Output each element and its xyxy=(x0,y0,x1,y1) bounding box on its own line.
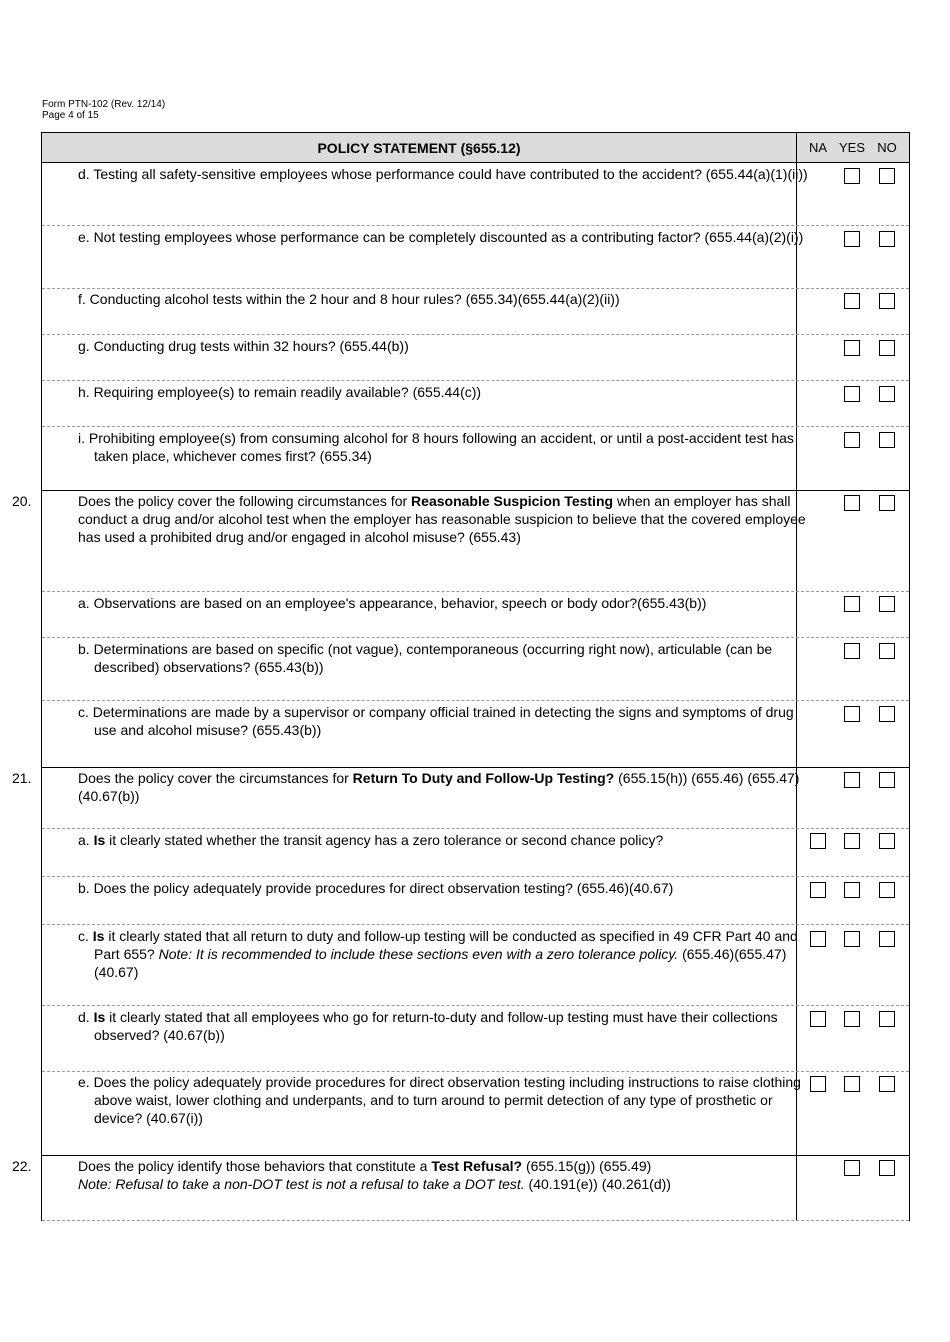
q20-item-b-no-checkbox[interactable] xyxy=(879,643,895,659)
column-no: NO xyxy=(877,140,897,155)
q21-item-a-no-checkbox[interactable] xyxy=(879,833,895,849)
question-22-yes-checkbox[interactable] xyxy=(844,1160,860,1176)
item-i-no-checkbox[interactable] xyxy=(879,432,895,448)
row-divider xyxy=(42,876,909,877)
item-e-text: e. Not testing employees whose performance can be completely discounted as a contributing factor? (655.44(a)(2)(i)) xyxy=(78,229,804,245)
row-divider xyxy=(42,767,909,768)
q21-item-b-text: b. Does the policy adequately provide procedures for direct observation testing? (655.46)(40.67) xyxy=(78,880,674,896)
q21-item-a-text: a. Is it clearly stated whether the transit agency has a zero tolerance or second chance policy? xyxy=(78,832,664,848)
item-d-yes-checkbox[interactable] xyxy=(844,168,860,184)
item-g-no-checkbox[interactable] xyxy=(879,340,895,356)
q21-item-a-na-checkbox[interactable] xyxy=(810,833,826,849)
table-title: POLICY STATEMENT (§655.12) xyxy=(317,140,521,156)
column-na: NA xyxy=(808,140,828,155)
q21-item-b-no-checkbox[interactable] xyxy=(879,882,895,898)
page-number: Page 4 of 15 xyxy=(42,110,99,121)
table-header xyxy=(42,133,909,163)
item-e-yes-checkbox[interactable] xyxy=(844,231,860,247)
question-20-yes-checkbox[interactable] xyxy=(844,495,860,511)
q21-item-c-yes-checkbox[interactable] xyxy=(844,931,860,947)
q20-item-b-yes-checkbox[interactable] xyxy=(844,643,860,659)
item-h-yes-checkbox[interactable] xyxy=(844,386,860,402)
q21-item-e-no-checkbox[interactable] xyxy=(879,1076,895,1092)
row-divider xyxy=(42,1071,909,1072)
row-divider xyxy=(42,288,909,289)
question-21-no-checkbox[interactable] xyxy=(879,772,895,788)
row-divider xyxy=(42,924,909,925)
q21-item-b-na-checkbox[interactable] xyxy=(810,882,826,898)
item-d-text: d. Testing all safety-sensitive employees whose performance could have contributed to the accident? (655.44(a)(1)(ii)) xyxy=(78,166,808,182)
q21-item-c-no-checkbox[interactable] xyxy=(879,931,895,947)
question-20-text: 20. Does the policy cover the following circumstances for Reasonable Suspicion Testing when an employer has shall conduct a drug and/or alcohol test when the employer has reasonable suspicion to believe that the covered employee has used a prohibited drug and/or engaged in alcohol misuse? (655.43) xyxy=(12,493,806,545)
item-h-text: h. Requiring employee(s) to remain readily available? (655.44(c)) xyxy=(78,384,482,400)
row-divider xyxy=(42,700,909,701)
q20-item-c-text: c. Determinations are made by a supervisor or company official trained in detecting the signs and symptoms of drug use and alcohol misuse? (655.43(b)) xyxy=(78,704,794,738)
item-g-yes-checkbox[interactable] xyxy=(844,340,860,356)
q21-item-e-na-checkbox[interactable] xyxy=(810,1076,826,1092)
q21-item-c-text: c. Is it clearly stated that all return to duty and follow-up testing will be conducted as specified in 49 CFR Part 40 and Part 655? Note: It is recommended to include these sections even with a zero tolerance policy. (655.46)(655.47)(40.67) xyxy=(78,928,798,980)
item-h-no-checkbox[interactable] xyxy=(879,386,895,402)
question-20-no-checkbox[interactable] xyxy=(879,495,895,511)
item-f-yes-checkbox[interactable] xyxy=(844,293,860,309)
item-i-text: i. Prohibiting employee(s) from consuming alcohol for 8 hours following an accident, or until a post-accident test has taken place, whichever comes first? (655.34) xyxy=(78,430,794,464)
policy-statement-table xyxy=(12,132,910,1221)
row-divider xyxy=(42,1155,909,1156)
item-g-text: g. Conducting drug tests within 32 hours? (655.44(b)) xyxy=(78,338,409,354)
q21-item-a-yes-checkbox[interactable] xyxy=(844,833,860,849)
q20-item-b-text: b. Determinations are based on specific (not vague), contemporaneous (occurring right now), articulable (can be described) observations? (655.43(b)) xyxy=(78,641,773,675)
item-f-no-checkbox[interactable] xyxy=(879,293,895,309)
column-yes: YES xyxy=(838,140,865,155)
row-divider xyxy=(42,1005,909,1006)
question-22-text: 22. Does the policy identify those behaviors that constitute a Test Refusal? (655.15(g)) (655.49) Note: Refusal to take a non-DOT test is not a refusal to take a DOT test. (40.191(e)) (40.261(d)) xyxy=(12,1158,671,1192)
row-divider xyxy=(42,637,909,638)
row-divider xyxy=(42,591,909,592)
q20-item-c-no-checkbox[interactable] xyxy=(879,706,895,722)
question-21-yes-checkbox[interactable] xyxy=(844,772,860,788)
row-divider xyxy=(42,1220,909,1221)
item-e-no-checkbox[interactable] xyxy=(879,231,895,247)
q21-item-c-na-checkbox[interactable] xyxy=(810,931,826,947)
question-number: 21. xyxy=(12,770,32,786)
form-header xyxy=(42,99,165,121)
row-divider xyxy=(42,426,909,427)
q21-item-d-no-checkbox[interactable] xyxy=(879,1011,895,1027)
row-divider xyxy=(42,380,909,381)
row-divider xyxy=(42,828,909,829)
q21-item-d-yes-checkbox[interactable] xyxy=(844,1011,860,1027)
question-22-no-checkbox[interactable] xyxy=(879,1160,895,1176)
q21-item-e-yes-checkbox[interactable] xyxy=(844,1076,860,1092)
q20-item-a-yes-checkbox[interactable] xyxy=(844,596,860,612)
item-f-text: f. Conducting alcohol tests within the 2 hour and 8 hour rules? (655.34)(655.44(a)(2)(ii)) xyxy=(78,291,620,307)
q20-item-a-no-checkbox[interactable] xyxy=(879,596,895,612)
question-number: 20. xyxy=(12,493,32,509)
q21-item-b-yes-checkbox[interactable] xyxy=(844,882,860,898)
q21-item-d-text: d. Is it clearly stated that all employees who go for return-to-duty and follow-up testing must have their collections observed? (40.67(b)) xyxy=(78,1009,778,1043)
row-divider xyxy=(42,334,909,335)
row-divider xyxy=(42,225,909,226)
form-id: Form PTN-102 (Rev. 12/14) xyxy=(42,99,166,110)
q21-item-d-na-checkbox[interactable] xyxy=(810,1011,826,1027)
question-21-text: 21. Does the policy cover the circumstances for Return To Duty and Follow-Up Testing? (655.15(h)) (655.46) (655.47) (40.67(b)) xyxy=(12,770,800,804)
q20-item-a-text: a. Observations are based on an employee's appearance, behavior, speech or body odor?(655.43(b)) xyxy=(78,595,707,611)
row-divider xyxy=(42,490,909,491)
item-i-yes-checkbox[interactable] xyxy=(844,432,860,448)
q20-item-c-yes-checkbox[interactable] xyxy=(844,706,860,722)
q21-item-e-text: e. Does the policy adequately provide procedures for direct observation testing including instructions to raise clothing above waist, lower clothing and underpants, and to turn around to permit detection of any type of prosthetic or device? (40.67(i)) xyxy=(78,1074,801,1126)
question-number: 22. xyxy=(12,1158,32,1174)
item-d-no-checkbox[interactable] xyxy=(879,168,895,184)
